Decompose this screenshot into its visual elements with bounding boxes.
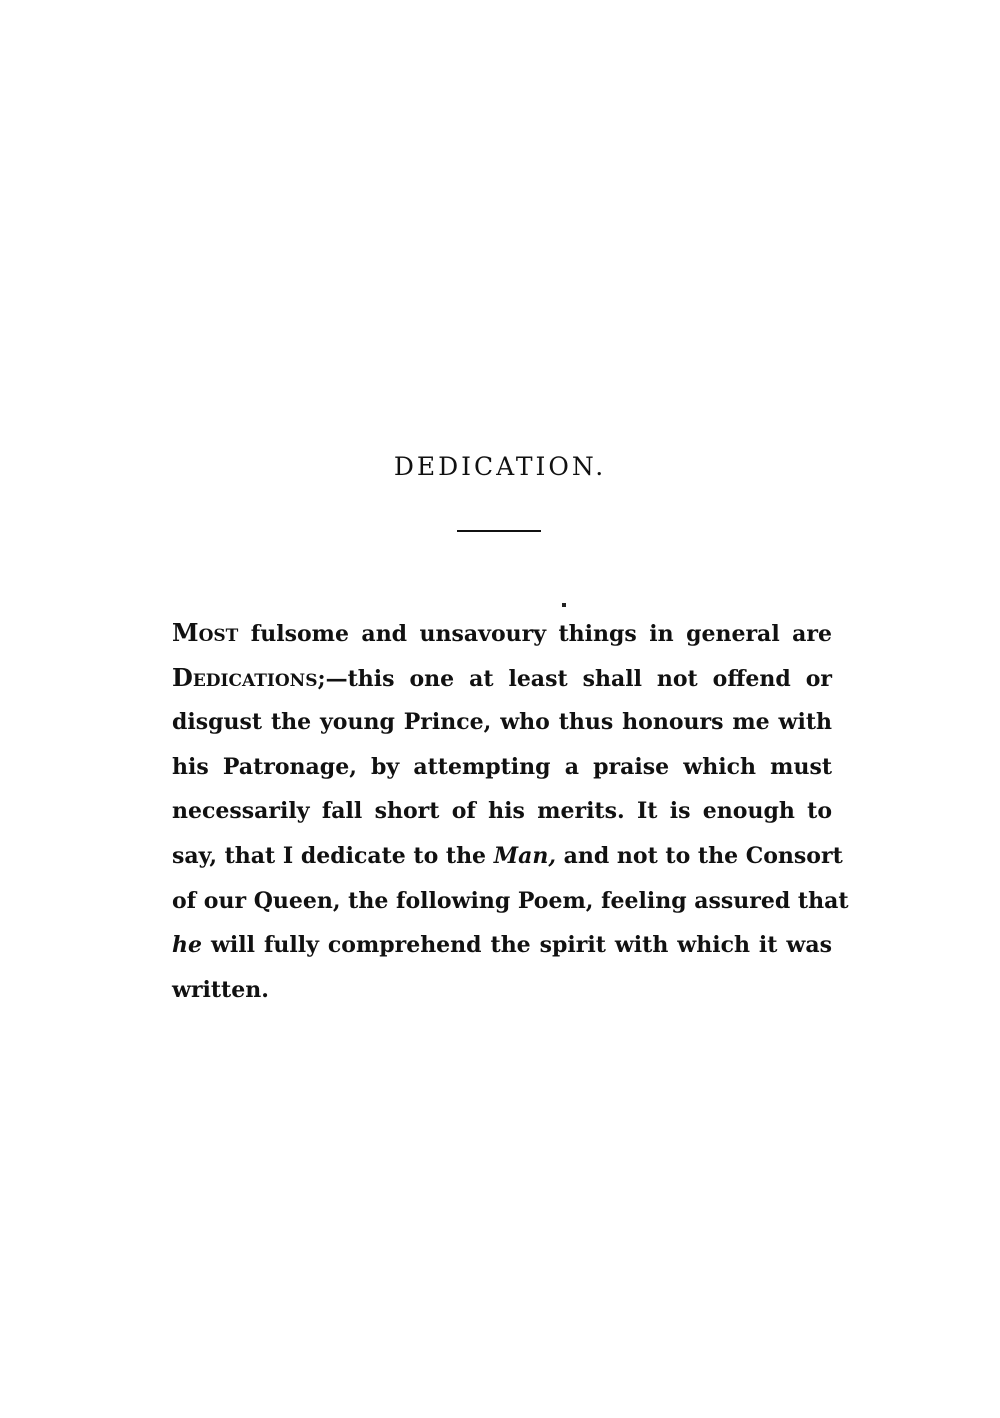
italic-word-he: he (172, 932, 202, 959)
italic-word-man: Man, (493, 842, 556, 869)
paragraph-line-3: disgust the young Prince, who thus honours me with (172, 709, 832, 736)
print-speck (562, 603, 566, 607)
dedication-heading: DEDICATION. (393, 452, 607, 481)
paragraph-line-1-text: fulsome and unsavoury things in general are (238, 621, 832, 647)
small-caps-lead-word: Most (172, 618, 239, 647)
paragraph-line-6 (172, 834, 843, 879)
paragraph-line-9: written. (172, 976, 269, 1003)
paragraph-line-5: necessarily fall short of his merits. It is enough to (172, 798, 832, 825)
small-caps-dedications-word: Dedications (172, 662, 318, 692)
paragraph-line-6-after: and not to the Consort (555, 842, 843, 869)
paragraph-line-1 (172, 611, 832, 656)
paragraph-line-8-after: will fully comprehend the spirit with which it was (202, 932, 832, 959)
paragraph-line-2 (172, 656, 832, 701)
dedication-paragraph (172, 611, 849, 1012)
paragraph-line-4: his Patronage, by attempting a praise which must (172, 753, 832, 780)
paragraph-line-8 (172, 923, 832, 968)
paragraph-line-7: of our Queen, the following Poem, feeling assured that (172, 887, 849, 914)
heading-divider-rule (457, 530, 541, 532)
paragraph-line-2-text: ;—this one at least shall not offend or (317, 665, 832, 692)
paragraph-line-6-before: say, that I dedicate to the (172, 842, 494, 869)
